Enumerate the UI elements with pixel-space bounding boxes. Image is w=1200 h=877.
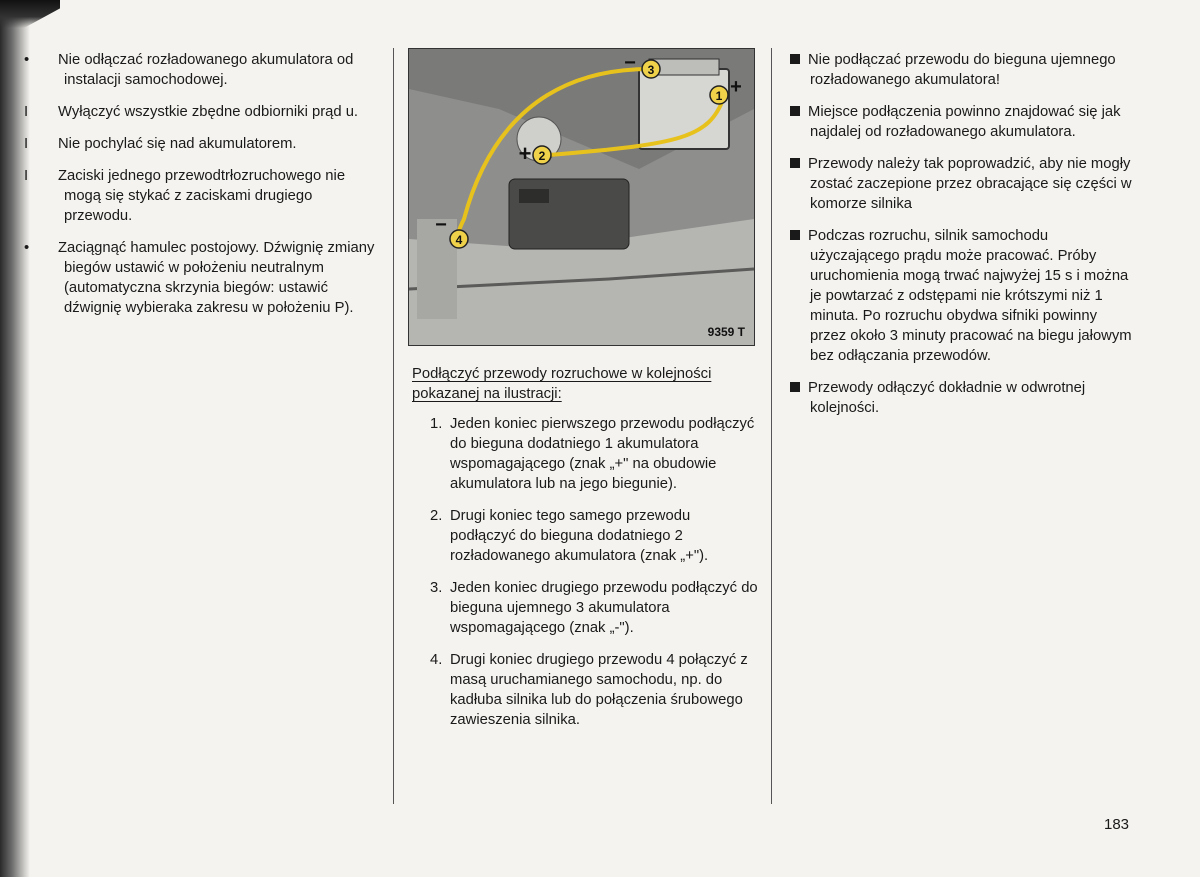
list-item-text: Podczas rozruchu, silnik samochodu użyczającego prądu może pracować. Próby uruchomienia mogą trwać najwyżej 15 s i można je powtarzać z odstępami nie krótszymi niż 1 minuta. Po rozruchu obydwa sifniki powinny przez około 3 minuty pracować na biegu jałowym bez odłączania przewodów. (808, 228, 1132, 364)
list-item (790, 378, 1135, 418)
square-bullet-icon (790, 230, 800, 240)
step-text: Jeden koniec pierwszego przewodu podłączyć do bieguna dodatniego 1 akumulatora wspomagającego (znak „+" na obudowie akumulatora lub na jego biegunie). (450, 416, 755, 492)
list-item-text: Przewody odłączyć dokładnie w odwrotnej kolejności. (808, 380, 1086, 416)
bullet-marker: • (24, 52, 30, 68)
list-item (24, 134, 376, 154)
engine-bay-drawing (409, 49, 754, 345)
list-item (430, 578, 758, 638)
square-bullet-icon (790, 106, 800, 116)
left-column (24, 50, 376, 330)
step-text: Drugi koniec tego samego przewodu podłączyć do bieguna dodatniego 2 rozładowanego akumulatora (znak „+"). (450, 508, 709, 564)
marker-2-label: 2 (538, 149, 546, 163)
list-item (790, 226, 1135, 366)
steps-intro: Podłączyć przewody rozruchowe w kolejności pokazanej na ilustracji: (412, 366, 712, 402)
list-item (430, 506, 758, 566)
list-item (790, 154, 1135, 214)
list-item (24, 102, 376, 122)
plus-sign-battery-2: + (518, 141, 532, 166)
middle-column (412, 364, 758, 742)
right-column (790, 50, 1135, 430)
step-number: 2. (430, 508, 443, 524)
square-bullet-icon (790, 54, 800, 64)
book-spine-shadow (0, 0, 30, 877)
list-item (24, 50, 376, 90)
list-item (790, 102, 1135, 142)
list-item-text: Zaciski jednego przewodtrłozruchowego nie mogą się stykać z zaciskami drugiego przewodu. (58, 168, 346, 224)
list-item-text: Nie pochylać się nad akumulatorem. (58, 136, 297, 152)
bullet-marker: I (24, 136, 29, 152)
page-number: 183 (1104, 816, 1130, 833)
step-text: Drugi koniec drugiego przewodu 4 połączyć z masą uruchamianego samochodu, np. do kadłuba silnika lub do połączenia śrubowego zawieszenia silnika. (450, 652, 748, 728)
bullet-marker: • (24, 240, 30, 256)
bullet-marker: I (24, 168, 29, 184)
square-bullet-icon (790, 382, 800, 392)
figure-code: 9359 T (707, 325, 745, 339)
square-bullet-icon (790, 158, 800, 168)
marker-4-label: 4 (455, 233, 463, 247)
list-item-text: Nie podłączać przewodu do bieguna ujemnego rozładowanego akumulatora! (808, 52, 1116, 88)
plus-sign-battery-1: + (730, 76, 742, 98)
list-item-text: Nie odłączać rozładowanego akumulatora od instalacji samochodowej. (58, 52, 354, 88)
list-item (430, 650, 758, 730)
list-item (24, 238, 376, 318)
step-number: 4. (430, 652, 443, 668)
column-divider-right (771, 48, 772, 804)
battery-terminal-block (519, 189, 549, 203)
engine-bay-illustration (408, 48, 755, 346)
list-item (430, 414, 758, 494)
list-item-text: Wyłączyć wszystkie zbędne odbiorniki prąd u. (58, 104, 359, 120)
list-item-text: Przewody należy tak poprowadzić, aby nie mogły zostać zaczepione przez obracające się części w komorze silnika (808, 156, 1132, 212)
steps-list (412, 414, 758, 730)
list-item-text: Miejsce podłączenia powinno znajdować się jak najdalej od rozładowanego akumulatora. (808, 104, 1121, 140)
column-divider-left (393, 48, 394, 804)
minus-sign-battery-1: − (624, 52, 636, 74)
step-number: 1. (430, 416, 443, 432)
page-corner-shadow (0, 0, 60, 28)
list-item-text: Zaciągnąć hamulec postojowy. Dźwignię zmiany biegów ustawić w położeniu neutralnym (automatyczna skrzynia biegów: ustawić dźwignię wybieraka zakresu w położeniu P). (58, 240, 375, 316)
marker-3-label: 3 (647, 63, 655, 77)
bullet-marker: I (24, 104, 29, 120)
marker-1-label: 1 (715, 89, 723, 103)
step-number: 3. (430, 580, 443, 596)
list-item (24, 166, 376, 226)
list-item (790, 50, 1135, 90)
minus-sign-ground: − (435, 214, 447, 236)
step-text: Jeden koniec drugiego przewodu podłączyć do bieguna ujemnego 3 akumulatora wspomagającego (znak „-"). (450, 580, 758, 636)
